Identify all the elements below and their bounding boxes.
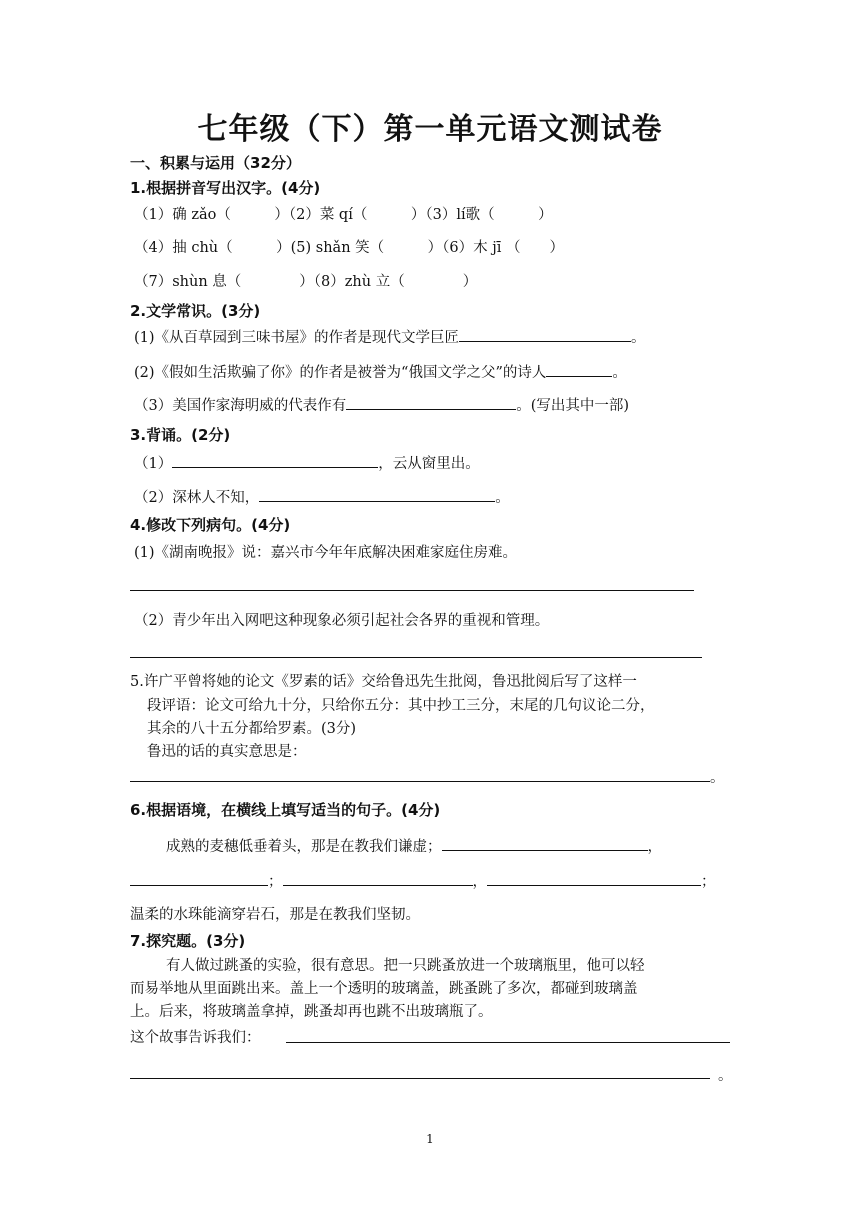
- q2-line1-text: (1)《从百草园到三味书屋》的作者是现代文学巨匠: [134, 330, 460, 346]
- answer-blank[interactable]: [346, 395, 516, 410]
- page-title: 七年级（下）第一单元语文测试卷: [197, 112, 663, 147]
- q3-line2: [134, 486, 510, 507]
- q2-line1-end: 。: [631, 330, 646, 346]
- q6-semi-a: ；: [268, 874, 283, 890]
- answer-line[interactable]: [130, 1078, 710, 1079]
- answer-blank[interactable]: [283, 871, 473, 886]
- q2-line2-text: (2)《假如生活欺骗了你》的作者是被誉为“俄国文学之父”的诗人: [134, 365, 547, 381]
- q6-line1-comma: ，: [647, 839, 662, 855]
- page-number: 1: [426, 1132, 434, 1146]
- q2-line1: [134, 326, 646, 347]
- q6-line1: [166, 835, 662, 856]
- q3-line1-label: （1）: [134, 456, 173, 472]
- q4-item1: (1)《湖南晚报》说：嘉兴市今年年底解决困难家庭住房难。: [134, 545, 518, 561]
- answer-blank[interactable]: [442, 836, 648, 851]
- q6-comma-b: ，: [472, 874, 487, 890]
- answer-line[interactable]: [130, 590, 694, 591]
- q6-semi-b: ；: [701, 874, 716, 890]
- q3-line1: [134, 452, 480, 473]
- answer-blank[interactable]: [546, 362, 612, 377]
- q7-prompt: 这个故事告诉我们：: [130, 1030, 261, 1046]
- q7-heading: 7.探究题。(3分): [130, 932, 246, 950]
- q2-line3-text: （3）美国作家海明威的代表作有: [134, 398, 347, 414]
- q5-line3: 其余的八十五分都给罗素。(3分): [147, 721, 357, 737]
- q5-line1: 5.许广平曾将她的论文《罗素的话》交给鲁迅先生批阅，鲁迅批阅后写了这样一: [130, 674, 637, 690]
- q4-heading: 4.修改下列病句。(4分): [130, 516, 291, 534]
- q7-para-line3: 上。后来，将玻璃盖拿掉，跳蚤却再也跳不出玻璃瓶了。: [130, 1004, 493, 1020]
- answer-blank[interactable]: [487, 871, 701, 886]
- q6-line3: 温柔的水珠能滴穿岩石，那是在教我们坚韧。: [130, 907, 420, 923]
- q3-line2-end: 。: [495, 490, 510, 506]
- q6-line2: [130, 870, 716, 891]
- answer-line[interactable]: [286, 1042, 730, 1043]
- q4-item2: （2）青少年出入网吧这种现象必须引起社会各界的重视和管理。: [134, 613, 550, 629]
- q7-para-line2: 而易举地从里面跳出来。盖上一个透明的玻璃盖，跳蚤跳了多次，都碰到玻璃盖: [130, 981, 638, 997]
- q1-heading: 1.根据拼音写出汉字。(4分): [130, 179, 321, 197]
- answer-blank[interactable]: [130, 871, 268, 886]
- q2-line3: [134, 394, 629, 415]
- answer-blank[interactable]: [259, 487, 495, 502]
- q2-heading: 2.文学常识。(3分): [130, 302, 261, 320]
- q7-para-line1: 有人做过跳蚤的实验，很有意思。把一只跳蚤放进一个玻璃瓶里，他可以轻: [166, 958, 645, 974]
- q2-line2: [134, 361, 627, 382]
- q1-row1: （1）确 zǎo（ ）（2）菜 qí（ ）（3）lí歌（ ）: [134, 207, 553, 223]
- q7-end: 。: [718, 1068, 733, 1084]
- q5-end: 。: [710, 770, 725, 786]
- q3-line2-text: （2）深林人不知，: [134, 490, 260, 506]
- q6-line1-text: 成熟的麦穗低垂着头，那是在教我们谦虚；: [166, 839, 442, 855]
- q5-line4: 鲁迅的话的真实意思是：: [147, 744, 307, 760]
- answer-line[interactable]: [130, 657, 702, 658]
- q1-row3: （7）shùn 息（ ）（8）zhù 立（ ）: [134, 274, 478, 290]
- part1-heading: 一、积累与运用（32分）: [130, 154, 301, 172]
- answer-blank[interactable]: [172, 453, 378, 468]
- q5-line2: 段评语：论文可给九十分，只给你五分：其中抄工三分，末尾的几句议论二分，: [147, 698, 655, 714]
- q1-row2: （4）抽 chù（ ）(5) shǎn 笑（ ）（6）木 jī （ ）: [134, 240, 564, 256]
- q6-heading: 6.根据语境，在横线上填写适当的句子。(4分): [130, 801, 441, 819]
- q3-heading: 3.背诵。(2分): [130, 426, 231, 444]
- q2-line2-end: 。: [612, 365, 627, 381]
- answer-line[interactable]: [130, 781, 710, 782]
- q3-line1-text: ，云从窗里出。: [378, 456, 480, 472]
- answer-blank[interactable]: [459, 327, 631, 342]
- q2-line3-end: 。(写出其中一部): [516, 398, 630, 414]
